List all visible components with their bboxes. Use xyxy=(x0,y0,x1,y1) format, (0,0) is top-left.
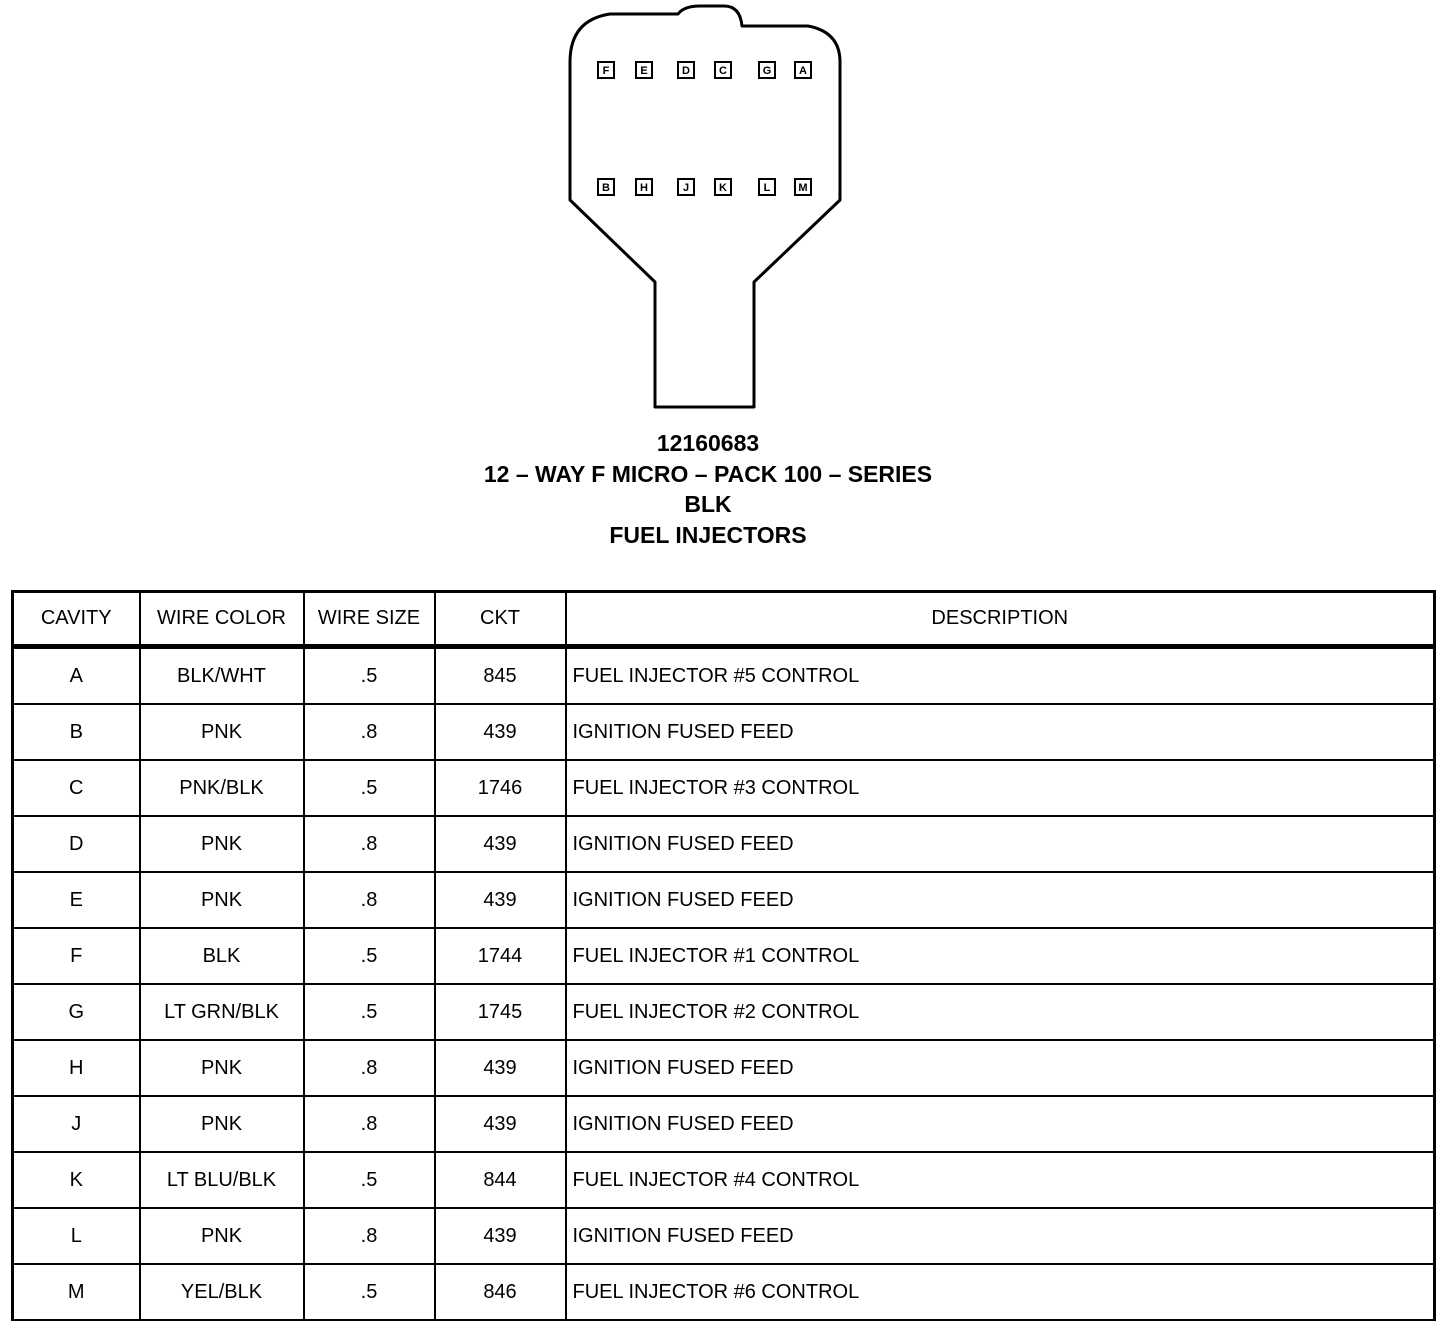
cell-ckt: 845 xyxy=(435,647,566,705)
cell-wire-size: .5 xyxy=(304,928,435,984)
cell-wire-size: .5 xyxy=(304,647,435,705)
cell-cavity: K xyxy=(13,1152,140,1208)
table-header-row xyxy=(13,592,1435,647)
cell-ckt: 439 xyxy=(435,704,566,760)
cell-cavity: E xyxy=(13,872,140,928)
pin-letter: H xyxy=(640,182,648,194)
table-row xyxy=(13,760,1435,816)
cell-wire-color: LT BLU/BLK xyxy=(140,1152,304,1208)
table-row xyxy=(13,1208,1435,1264)
cell-cavity: C xyxy=(13,760,140,816)
cell-wire-size: .8 xyxy=(304,1096,435,1152)
pinout-table xyxy=(11,590,1436,1321)
header-description: DESCRIPTION xyxy=(566,592,1435,647)
connector-pin xyxy=(795,179,811,195)
pin-letter: C xyxy=(719,65,727,77)
pin-letter: L xyxy=(763,182,771,194)
cell-wire-size: .8 xyxy=(304,816,435,872)
pin-letter: M xyxy=(798,182,808,194)
cell-description: FUEL INJECTOR #5 CONTROL xyxy=(566,647,1435,705)
cell-description: FUEL INJECTOR #2 CONTROL xyxy=(566,984,1435,1040)
cell-wire-color: PNK xyxy=(140,704,304,760)
cell-wire-size: .8 xyxy=(304,1040,435,1096)
cell-ckt: 439 xyxy=(435,816,566,872)
cell-ckt: 439 xyxy=(435,1096,566,1152)
connector-face-diagram xyxy=(0,0,1440,420)
cell-ckt: 1745 xyxy=(435,984,566,1040)
table-row xyxy=(13,928,1435,984)
connector-function: FUEL INJECTORS xyxy=(609,521,807,548)
cell-cavity: M xyxy=(13,1264,140,1320)
header-ckt: CKT xyxy=(435,592,566,647)
cell-ckt: 844 xyxy=(435,1152,566,1208)
connector-color: BLK xyxy=(684,491,732,517)
table-row xyxy=(13,1040,1435,1096)
cell-description: IGNITION FUSED FEED xyxy=(566,872,1435,928)
connector-caption xyxy=(408,428,1008,550)
cell-wire-size: .5 xyxy=(304,1152,435,1208)
cell-cavity: L xyxy=(13,1208,140,1264)
table-row xyxy=(13,647,1435,705)
pin-letter: K xyxy=(719,182,727,194)
pin-letter: D xyxy=(682,65,690,77)
cell-ckt: 846 xyxy=(435,1264,566,1320)
cell-wire-color: PNK xyxy=(140,1208,304,1264)
cell-wire-color: YEL/BLK xyxy=(140,1264,304,1320)
connector-bottom-row-pins xyxy=(598,179,811,195)
table-row xyxy=(13,1096,1435,1152)
cell-wire-size: .5 xyxy=(304,984,435,1040)
cell-wire-color: PNK xyxy=(140,872,304,928)
cell-description: IGNITION FUSED FEED xyxy=(566,1040,1435,1096)
cell-wire-color: BLK xyxy=(140,928,304,984)
cell-cavity: A xyxy=(13,647,140,705)
cell-description: FUEL INJECTOR #4 CONTROL xyxy=(566,1152,1435,1208)
cell-cavity: J xyxy=(13,1096,140,1152)
cell-wire-color: BLK/WHT xyxy=(140,647,304,705)
cell-wire-size: .8 xyxy=(304,872,435,928)
cell-description: FUEL INJECTOR #3 CONTROL xyxy=(566,760,1435,816)
cell-cavity: D xyxy=(13,816,140,872)
table-row xyxy=(13,704,1435,760)
cell-wire-size: .5 xyxy=(304,760,435,816)
connector-pin xyxy=(759,62,775,78)
cell-ckt: 439 xyxy=(435,872,566,928)
cell-description: FUEL INJECTOR #1 CONTROL xyxy=(566,928,1435,984)
pin-letter: F xyxy=(602,65,610,77)
pin-letter: E xyxy=(640,65,648,77)
cell-cavity: F xyxy=(13,928,140,984)
cell-description: IGNITION FUSED FEED xyxy=(566,816,1435,872)
cell-cavity: B xyxy=(13,704,140,760)
connector-type: 12 – WAY F MICRO – PACK 100 – SERIES xyxy=(483,460,933,487)
cell-wire-size: .8 xyxy=(304,704,435,760)
cell-cavity: G xyxy=(13,984,140,1040)
cell-wire-color: PNK xyxy=(140,816,304,872)
cell-wire-color: LT GRN/BLK xyxy=(140,984,304,1040)
connector-pin xyxy=(598,179,614,195)
connector-pin xyxy=(678,62,694,78)
table-row xyxy=(13,1264,1435,1320)
pin-letter: A xyxy=(799,65,807,77)
table-row xyxy=(13,1152,1435,1208)
header-cavity: CAVITY xyxy=(13,592,140,647)
pin-letter: G xyxy=(762,65,772,77)
connector-pin xyxy=(795,62,811,78)
connector-pin xyxy=(759,179,775,195)
cell-ckt: 1746 xyxy=(435,760,566,816)
cell-wire-color: PNK xyxy=(140,1040,304,1096)
cell-wire-color: PNK xyxy=(140,1096,304,1152)
cell-description: FUEL INJECTOR #6 CONTROL xyxy=(566,1264,1435,1320)
table-row xyxy=(13,872,1435,928)
cell-cavity: H xyxy=(13,1040,140,1096)
connector-pin xyxy=(678,179,694,195)
connector-top-row-pins xyxy=(598,62,811,78)
cell-ckt: 439 xyxy=(435,1040,566,1096)
cell-ckt: 1744 xyxy=(435,928,566,984)
cell-description: IGNITION FUSED FEED xyxy=(566,1208,1435,1264)
header-wire-size: WIRE SIZE xyxy=(304,592,435,647)
connector-pin xyxy=(715,179,731,195)
cell-description: IGNITION FUSED FEED xyxy=(566,704,1435,760)
cell-wire-size: .5 xyxy=(304,1264,435,1320)
cell-wire-color: PNK/BLK xyxy=(140,760,304,816)
pinout-table-body xyxy=(13,647,1435,1321)
table-row xyxy=(13,816,1435,872)
connector-pin xyxy=(598,62,614,78)
connector-pin xyxy=(636,179,652,195)
pin-letter: J xyxy=(682,182,690,194)
part-number: 12160683 xyxy=(656,430,760,456)
cell-wire-size: .8 xyxy=(304,1208,435,1264)
connector-pin xyxy=(636,62,652,78)
pin-letter: B xyxy=(602,182,610,194)
header-wire-color: WIRE COLOR xyxy=(140,592,304,647)
cell-description: IGNITION FUSED FEED xyxy=(566,1096,1435,1152)
table-row xyxy=(13,984,1435,1040)
cell-ckt: 439 xyxy=(435,1208,566,1264)
connector-pin xyxy=(715,62,731,78)
